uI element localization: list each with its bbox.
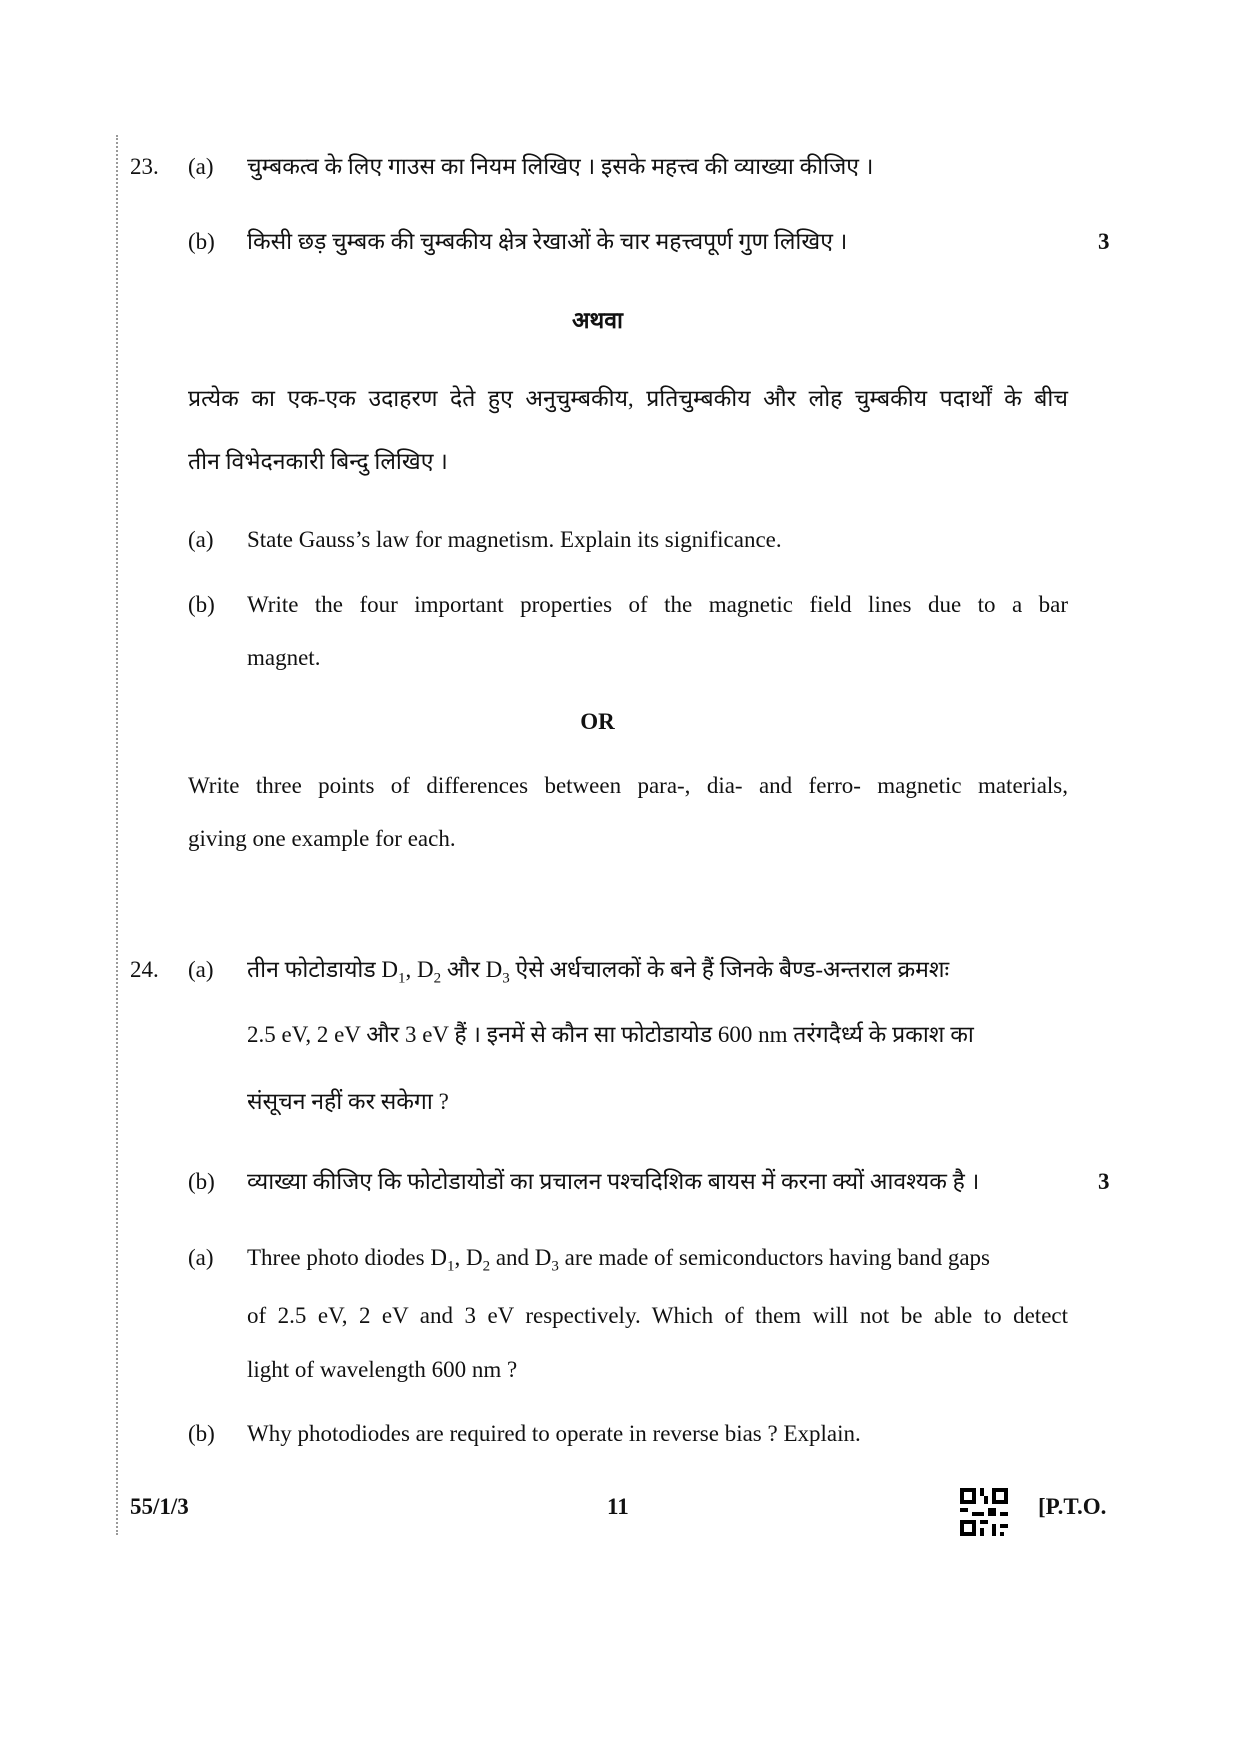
question-text: magnet. bbox=[247, 645, 321, 670]
part-label: (a) bbox=[188, 1245, 214, 1270]
question-number: 24. bbox=[130, 957, 159, 982]
question-text: किसी छड़ चुम्बक की चुम्बकीय क्षेत्र रेखाओं के चार महत्त्वपूर्ण गुण लिखिए । bbox=[247, 229, 848, 254]
subscript: 3 bbox=[551, 1258, 559, 1275]
part-label: (b) bbox=[188, 1169, 215, 1194]
page-number: 11 bbox=[607, 1494, 629, 1519]
part-label: (a) bbox=[188, 527, 214, 552]
or-heading-hindi: अथवा bbox=[571, 308, 623, 333]
part-label: (b) bbox=[188, 592, 215, 617]
part-label: (b) bbox=[188, 229, 215, 254]
text-run: ऐसे अर्धचालकों के बने हैं जिनके बैण्ड-अन्तराल क्रमशः bbox=[509, 957, 950, 982]
or-heading: OR bbox=[580, 709, 615, 734]
question-number: 23. bbox=[130, 154, 159, 179]
part-label: (a) bbox=[188, 957, 214, 982]
question-text: Write three points of differences between para-, dia- and ferro- magnetic materials, bbox=[188, 773, 1068, 798]
text-run: , D bbox=[405, 957, 434, 982]
subscript: 2 bbox=[482, 1258, 491, 1275]
question-text: 2.5 eV, 2 eV और 3 eV हैं । इनमें से कौन सा फोटोडायोड 600 nm तरंगदैर्ध्य के प्रकाश का bbox=[247, 1022, 974, 1047]
text-run: Three photo diodes D bbox=[247, 1245, 447, 1270]
question-text: चुम्बकत्व के लिए गाउस का नियम लिखिए । इसके महत्त्व की व्याख्या कीजिए । bbox=[247, 154, 874, 179]
text-run: तीन फोटोडायोड D bbox=[247, 957, 399, 982]
text-run: और D bbox=[441, 957, 503, 982]
text-run: and D bbox=[490, 1245, 552, 1270]
question-text: संसूचन नहीं कर सकेगा ? bbox=[247, 1089, 449, 1114]
question-text: तीन विभेदनकारी बिन्दु लिखिए । bbox=[188, 449, 448, 474]
subscript: 3 bbox=[502, 970, 510, 987]
subscript: 1 bbox=[398, 970, 406, 987]
text-run: are made of semiconductors having band gaps bbox=[558, 1245, 991, 1270]
text-run: , D bbox=[454, 1245, 483, 1270]
subscript: 1 bbox=[446, 1258, 455, 1275]
question-text: of 2.5 eV, 2 eV and 3 eV respectively. Which of them will not be able to detect bbox=[247, 1303, 1068, 1328]
question-text: Write the four important properties of the magnetic field lines due to a bar bbox=[247, 592, 1068, 617]
qr-code-icon bbox=[960, 1488, 1008, 1536]
question-text: light of wavelength 600 nm ? bbox=[247, 1357, 518, 1382]
marks: 3 bbox=[1098, 1169, 1110, 1194]
question-text: giving one example for each. bbox=[188, 826, 456, 851]
margin-dotted-line bbox=[116, 135, 118, 1535]
subscript: 2 bbox=[433, 970, 442, 987]
question-text bbox=[247, 956, 949, 993]
question-text: प्रत्येक का एक-एक उदाहरण देते हुए अनुचुम्बकीय, प्रतिचुम्बकीय और लोह चुम्बकीय पदार्थों के बीच bbox=[188, 386, 1068, 411]
part-label: (b) bbox=[188, 1421, 215, 1446]
pto-label: [P.T.O. bbox=[1038, 1494, 1107, 1519]
question-text bbox=[247, 1244, 990, 1281]
question-text: Why photodiodes are required to operate in reverse bias ? Explain. bbox=[247, 1421, 861, 1446]
paper-code: 55/1/3 bbox=[130, 1494, 189, 1519]
part-label: (a) bbox=[188, 154, 214, 179]
question-text: State Gauss’s law for magnetism. Explain its significance. bbox=[247, 527, 782, 552]
marks: 3 bbox=[1098, 229, 1110, 254]
question-text: व्याख्या कीजिए कि फोटोडायोडों का प्रचालन पश्चदिशिक बायस में करना क्यों आवश्यक है । bbox=[247, 1169, 980, 1194]
